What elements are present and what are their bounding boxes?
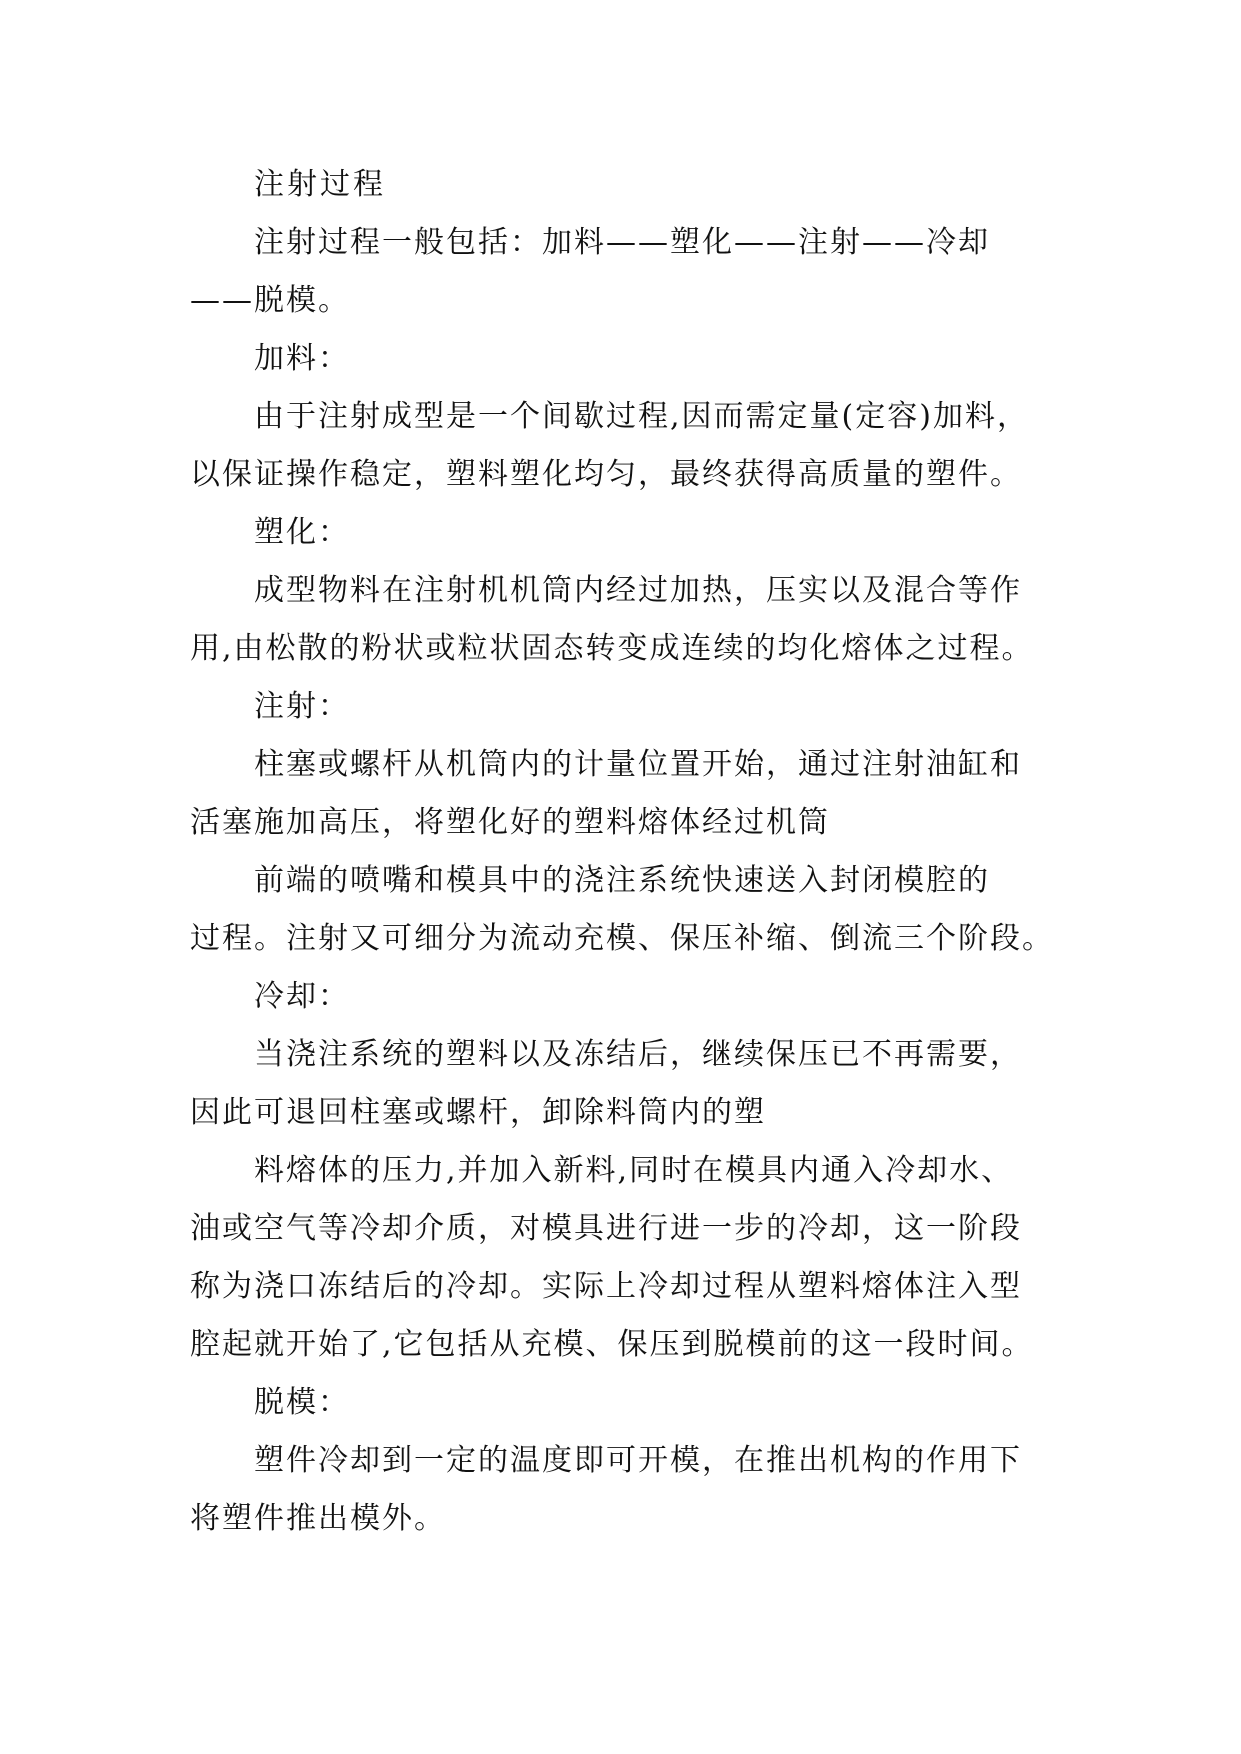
cooling-paragraph-line-1: 当浇注系统的塑料以及冻结后，继续保压已不再需要， [254,1037,1022,1072]
demolding-paragraph-line-1: 塑件冷却到一定的温度即可开模，在推出机构的作用下 [254,1443,1022,1478]
plasticizing-heading: 塑化： [254,515,350,550]
cooling-paragraph-line-4: 油或空气等冷却介质，对模具进行进一步的冷却，这一阶段 [190,1211,1022,1246]
document-content [190,156,1054,1548]
injection-paragraph-line-1: 柱塞或螺杆从机筒内的计量位置开始，通过注射油缸和 [254,747,1022,782]
cooling-paragraph-line-6: 腔起就开始了,它包括从充模、保压到脱模前的这一段时间。 [190,1327,1034,1362]
demolding-heading: 脱模： [254,1385,350,1420]
cooling-paragraph-line-5: 称为浇口冻结后的冷却。实际上冷却过程从塑料熔体注入型 [190,1269,1022,1304]
feeding-heading: 加料： [254,341,350,376]
plasticizing-paragraph-line-2: 用,由松散的粉状或粒状固态转变成连续的均化熔体之过程。 [190,631,1034,666]
cooling-paragraph-line-3: 料熔体的压力,并加入新料,同时在模具内通入冷却水、 [254,1153,1014,1188]
plasticizing-paragraph-line-1: 成型物料在注射机机筒内经过加热，压实以及混合等作 [254,573,1022,608]
cooling-paragraph-line-2: 因此可退回柱塞或螺杆，卸除料筒内的塑 [190,1095,766,1130]
injection-paragraph-line-3: 前端的喷嘴和模具中的浇注系统快速送入封闭模腔的 [254,863,990,898]
feeding-paragraph-line-2: 以保证操作稳定，塑料塑化均匀，最终获得高质量的塑件。 [190,457,1022,492]
injection-heading: 注射： [254,689,350,724]
cooling-heading: 冷却： [254,979,350,1014]
feeding-paragraph-line-1: 由于注射成型是一个间歇过程,因而需定量(定容)加料， [254,399,1029,434]
injection-paragraph-line-2: 活塞施加高压，将塑化好的塑料熔体经过机筒 [190,805,830,840]
demolding-paragraph-line-2: 将塑件推出模外。 [190,1501,446,1536]
intro-line-2: ——脱模。 [190,283,350,318]
document-title: 注射过程 [254,167,386,202]
injection-paragraph-line-4: 过程。注射又可细分为流动充模、保压补缩、倒流三个阶段。 [190,921,1054,956]
intro-line-1: 注射过程一般包括：加料——塑化——注射——冷却 [254,225,990,260]
